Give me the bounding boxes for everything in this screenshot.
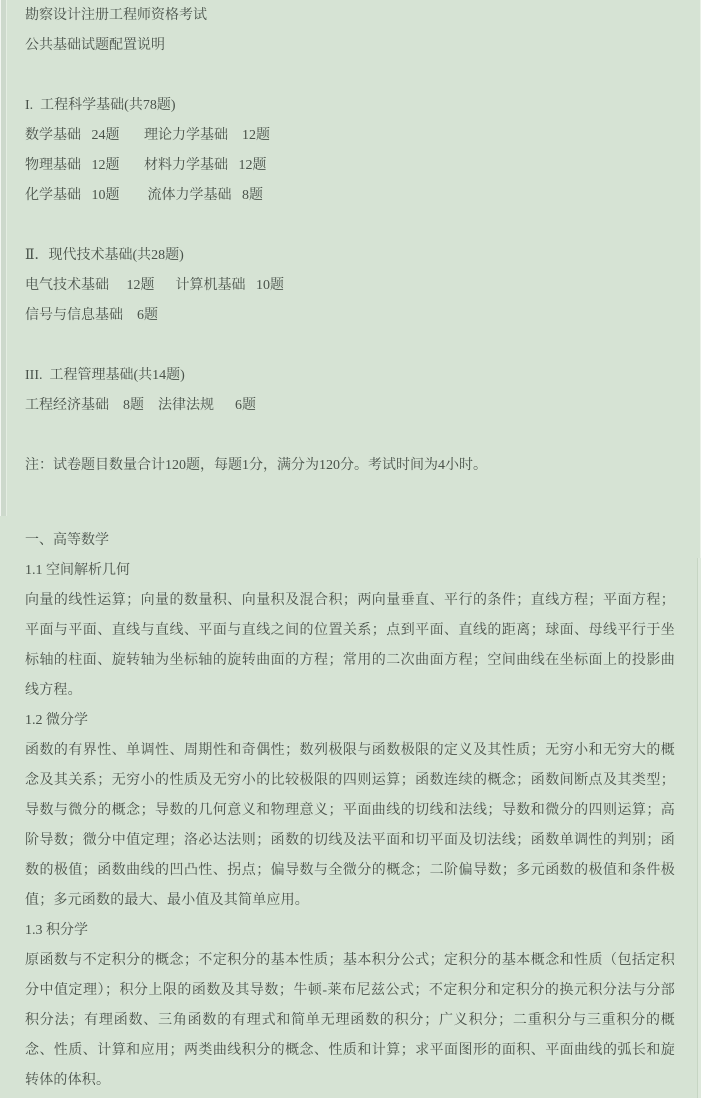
exam-note: 注：试卷题目数量合计120题，每题1分，满分为120分。考试时间为4小时。: [25, 458, 487, 473]
section-3-row-1: 工程经济基础 8题 法律法规 6题: [25, 398, 256, 413]
section-1-row-3: 化学基础 10题 流体力学基础 8题: [25, 188, 263, 203]
topic-3-heading: 1.3 积分学: [25, 923, 88, 938]
topic-1-heading: 1.1 空间解析几何: [25, 563, 130, 578]
section-1-row-1: 数学基础 24题 理论力学基础 12题: [25, 128, 270, 143]
topic-2-heading: 1.2 微分学: [25, 713, 88, 728]
blank-line: [25, 331, 675, 361]
section-2-row-1: 电气技术基础 12题 计算机基础 10题: [25, 278, 284, 293]
blank-line: [25, 421, 675, 451]
blank-line: [25, 211, 675, 241]
chapter-heading: 一、高等数学: [25, 533, 109, 548]
blank-line: [25, 61, 675, 91]
section-2-row-2: 信号与信息基础 6题: [25, 308, 158, 323]
section-2-heading: Ⅱ．现代技术基础(共28题): [25, 248, 184, 263]
section-1-heading: I. 工程科学基础(共78题): [25, 98, 176, 113]
topic-1-body: 向量的线性运算；向量的数量积、向量积及混合积；两向量垂直、平行的条件；直线方程；平面方程；平面与平面、直线与直线、平面与直线之间的位置关系；点到平面、直线的距离；球面、母线平行于坐标轴的柱面、旋转轴为坐标轴的旋转曲面的方程；常用的二次曲面方程；空间曲线在坐标面上的投影曲线方程。: [25, 593, 675, 698]
section-3-heading: III. 工程管理基础(共14题): [25, 368, 185, 383]
section-break: [25, 481, 675, 526]
section-1-row-2: 物理基础 12题 材料力学基础 12题: [25, 158, 267, 173]
doc-subtitle: 公共基础试题配置说明: [25, 38, 165, 53]
topic-2-body: 函数的有界性、单调性、周期性和奇偶性；数列极限与函数极限的定义及其性质；无穷小和无穷大的概念及其关系；无穷小的性质及无穷小的比较极限的四则运算；函数连续的概念；函数间断点及其类型； 导数与微分的概念；导数的几何意义和物理意义；平面曲线的切线和法线；导数和微分的四则运算；高阶导数；微分中值定理；洛必达法则；函数的切线及法平面和切平面及切法线；函数单调性的判别；函数的极值；函数曲线的凹凸性、拐点；偏导数与全微分的概念；二阶偏导数；多元函数的极值和条件极值；多元函数的最大、最小值及其简单应用。: [25, 743, 675, 908]
topic-3-body: 原函数与不定积分的概念；不定积分的基本性质；基本积分公式；定积分的基本概念和性质（包括定积分中值定理）；积分上限的函数及其导数；牛顿-莱布尼兹公式；不定积分和定积分的换元积分法与分部积分法；有理函数、三角函数的有理式和简单无理函数的积分；广义积分；二重积分与三重积分的概念、性质、计算和应用；两类曲线积分的概念、性质和计算；求平面图形的面积、平面曲线的弧长和旋转体的体积。: [25, 953, 675, 1088]
doc-title: 勘察设计注册工程师资格考试: [25, 8, 207, 23]
